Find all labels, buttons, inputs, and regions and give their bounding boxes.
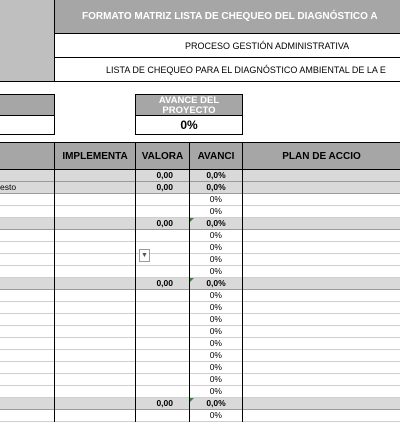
plan-accion-cell[interactable]: [243, 278, 400, 290]
item-cell[interactable]: [0, 170, 55, 182]
item-cell[interactable]: [0, 266, 55, 278]
item-cell[interactable]: [0, 410, 55, 422]
plan-accion-cell[interactable]: [243, 398, 400, 410]
plan-accion-cell[interactable]: [243, 218, 400, 230]
implementa-cell[interactable]: [55, 182, 136, 194]
valoracion-cell[interactable]: [136, 350, 190, 362]
project-progress-label: AVANCE DEL PROYECTO: [135, 94, 243, 116]
item-cell[interactable]: [0, 218, 55, 230]
item-cell[interactable]: [0, 290, 55, 302]
avance-cell[interactable]: 0%: [190, 194, 243, 206]
implementa-cell[interactable]: [55, 278, 136, 290]
avance-cell[interactable]: 0%: [190, 266, 243, 278]
avance-cell[interactable]: 0%: [190, 254, 243, 266]
avance-cell[interactable]: 0,0%: [190, 182, 243, 194]
plan-accion-cell[interactable]: [243, 194, 400, 206]
plan-accion-cell[interactable]: [243, 170, 400, 182]
table-row: [0, 362, 400, 374]
avance-cell[interactable]: 0%: [190, 230, 243, 242]
item-cell[interactable]: [0, 278, 55, 290]
valoracion-cell[interactable]: [136, 290, 190, 302]
avance-cell[interactable]: 0%: [190, 290, 243, 302]
avance-cell[interactable]: 0%: [190, 338, 243, 350]
table-row: [0, 410, 400, 422]
implementa-cell[interactable]: [55, 242, 136, 254]
implementa-cell[interactable]: [55, 194, 136, 206]
valoracion-cell[interactable]: [136, 302, 190, 314]
section-row: [0, 170, 400, 182]
valoracion-cell[interactable]: [136, 362, 190, 374]
comment-marker-icon: [190, 398, 194, 402]
item-cell[interactable]: [0, 338, 55, 350]
valoracion-cell[interactable]: [136, 338, 190, 350]
plan-accion-cell[interactable]: [243, 374, 400, 386]
plan-accion-cell[interactable]: [243, 314, 400, 326]
column-header-implementa[interactable]: IMPLEMENTA: [55, 142, 136, 170]
valoracion-cell[interactable]: 0,00: [136, 398, 190, 410]
valoracion-cell[interactable]: [136, 314, 190, 326]
implementa-cell[interactable]: [55, 326, 136, 338]
plan-accion-cell[interactable]: [243, 338, 400, 350]
implementa-cell[interactable]: [55, 290, 136, 302]
comment-marker-icon: [190, 278, 194, 282]
table-row: [0, 206, 400, 218]
item-cell[interactable]: [0, 194, 55, 206]
avance-cell[interactable]: 0%: [190, 314, 243, 326]
implementa-cell[interactable]: [55, 302, 136, 314]
valoracion-cell[interactable]: [136, 206, 190, 218]
avance-cell[interactable]: 0,0%: [190, 278, 243, 290]
valoracion-cell[interactable]: [136, 410, 190, 422]
implementa-cell[interactable]: [55, 374, 136, 386]
item-cell[interactable]: [0, 326, 55, 338]
table-row: [0, 326, 400, 338]
summary-value-cell[interactable]: [0, 116, 55, 135]
valoracion-cell[interactable]: 0,00: [136, 278, 190, 290]
table-row: [0, 338, 400, 350]
valoracion-cell[interactable]: 0,00: [136, 170, 190, 182]
column-header-valoracion[interactable]: VALORA: [136, 142, 190, 170]
implementa-cell[interactable]: [55, 314, 136, 326]
plan-accion-cell[interactable]: [243, 242, 400, 254]
summary-header-cell[interactable]: [0, 94, 55, 116]
comment-marker-icon: [190, 218, 194, 222]
section-row: [0, 218, 400, 230]
checklist-title: LISTA DE CHEQUEO PARA EL DIAGNÓSTICO AMBIENTAL DE LA E: [55, 58, 400, 82]
implementa-cell[interactable]: [55, 254, 136, 266]
plan-accion-cell[interactable]: [243, 182, 400, 194]
plan-accion-cell[interactable]: [243, 254, 400, 266]
table-row: [0, 314, 400, 326]
avance-cell[interactable]: 0%: [190, 302, 243, 314]
avance-cell[interactable]: 0%: [190, 350, 243, 362]
avance-cell[interactable]: 0,0%: [190, 398, 243, 410]
dropdown-arrow-icon[interactable]: ▼: [139, 249, 150, 262]
process-name: PROCESO GESTIÓN ADMINISTRATIVA: [55, 34, 400, 58]
section-row: [0, 182, 400, 194]
implementa-cell[interactable]: [55, 362, 136, 374]
item-cell[interactable]: [0, 314, 55, 326]
section-row: [0, 398, 400, 410]
item-cell[interactable]: [0, 302, 55, 314]
avance-cell[interactable]: 0,0%: [190, 170, 243, 182]
valoracion-cell[interactable]: 0,00: [136, 182, 190, 194]
plan-accion-cell[interactable]: [243, 410, 400, 422]
avance-cell[interactable]: 0%: [190, 326, 243, 338]
column-header-item[interactable]: [0, 142, 55, 170]
plan-accion-cell[interactable]: [243, 290, 400, 302]
valoracion-cell[interactable]: [136, 266, 190, 278]
item-cell[interactable]: [0, 398, 55, 410]
implementa-cell[interactable]: [55, 170, 136, 182]
table-row: [0, 350, 400, 362]
form-title: FORMATO MATRIZ LISTA DE CHEQUEO DEL DIAGNÓSTICO A: [55, 0, 400, 34]
table-row: [0, 386, 400, 398]
valoracion-cell[interactable]: [136, 326, 190, 338]
implementa-cell[interactable]: [55, 398, 136, 410]
table-row: [0, 290, 400, 302]
implementa-cell[interactable]: [55, 386, 136, 398]
valoracion-cell[interactable]: [136, 230, 190, 242]
table-row: [0, 266, 400, 278]
implementa-cell[interactable]: [55, 266, 136, 278]
plan-accion-cell[interactable]: [243, 362, 400, 374]
plan-accion-cell[interactable]: [243, 230, 400, 242]
avance-cell[interactable]: 0,0%: [190, 218, 243, 230]
table-row: [0, 194, 400, 206]
table-row: [0, 302, 400, 314]
table-row: [0, 254, 400, 266]
table-row: [0, 374, 400, 386]
plan-accion-cell[interactable]: [243, 386, 400, 398]
plan-accion-cell[interactable]: [243, 206, 400, 218]
item-cell[interactable]: esto: [0, 182, 55, 194]
item-cell[interactable]: [0, 230, 55, 242]
valoracion-cell[interactable]: 0,00: [136, 218, 190, 230]
column-header-plan-accion[interactable]: PLAN DE ACCIO: [243, 142, 400, 170]
implementa-cell[interactable]: [55, 206, 136, 218]
avance-cell[interactable]: 0%: [190, 362, 243, 374]
avance-cell[interactable]: 0%: [190, 242, 243, 254]
table-row: [0, 230, 400, 242]
valoracion-cell[interactable]: [136, 386, 190, 398]
column-header-avance[interactable]: AVANCI: [190, 142, 243, 170]
implementa-cell[interactable]: [55, 338, 136, 350]
item-cell[interactable]: [0, 362, 55, 374]
implementa-cell[interactable]: [55, 218, 136, 230]
plan-accion-cell[interactable]: [243, 302, 400, 314]
item-cell[interactable]: [0, 374, 55, 386]
valoracion-cell[interactable]: [136, 194, 190, 206]
project-progress-value: 0%: [135, 116, 243, 135]
item-cell[interactable]: [0, 386, 55, 398]
avance-cell[interactable]: 0%: [190, 206, 243, 218]
implementa-cell[interactable]: [55, 350, 136, 362]
implementa-cell[interactable]: [55, 410, 136, 422]
valoracion-cell[interactable]: [136, 374, 190, 386]
item-cell[interactable]: [0, 350, 55, 362]
item-cell[interactable]: [0, 242, 55, 254]
logo-cell: [0, 0, 55, 82]
avance-cell[interactable]: 0%: [190, 386, 243, 398]
implementa-cell[interactable]: [55, 230, 136, 242]
avance-cell[interactable]: 0%: [190, 410, 243, 422]
avance-cell[interactable]: 0%: [190, 374, 243, 386]
plan-accion-cell[interactable]: [243, 350, 400, 362]
plan-accion-cell[interactable]: [243, 326, 400, 338]
item-cell[interactable]: [0, 206, 55, 218]
plan-accion-cell[interactable]: [243, 266, 400, 278]
table-row: [0, 242, 400, 254]
section-row: [0, 278, 400, 290]
item-cell[interactable]: [0, 254, 55, 266]
